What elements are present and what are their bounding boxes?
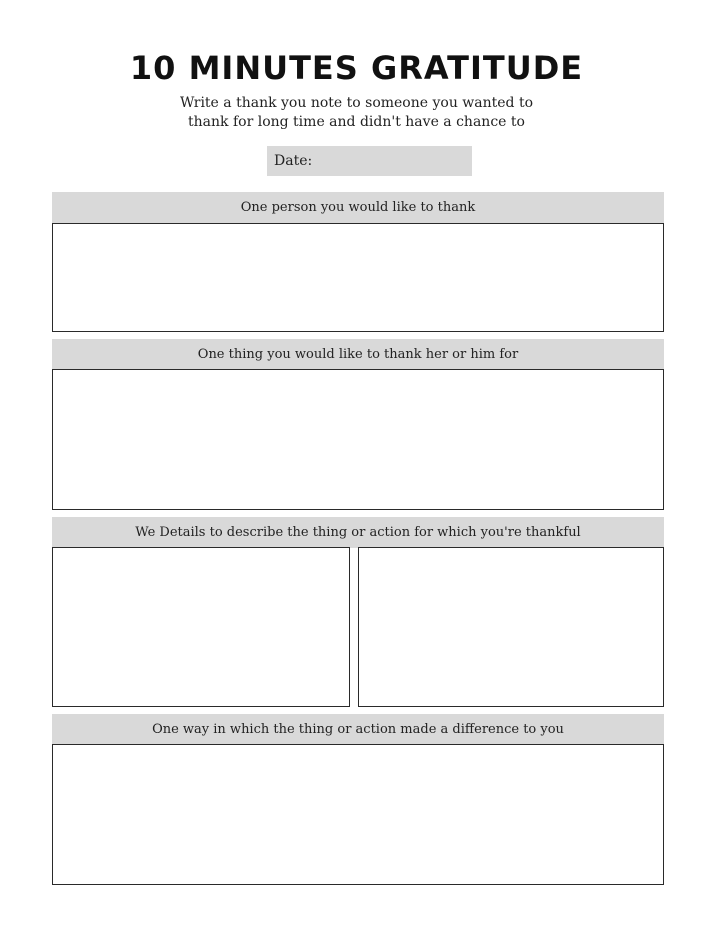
date-field[interactable] (267, 146, 472, 176)
date-label: Date: (274, 153, 313, 169)
writing-box-person[interactable] (52, 223, 664, 332)
page-title: 10 MINUTES GRATITUDE (129, 49, 584, 87)
subtitle-line-1: Write a thank you note to someone you wanted to (179, 95, 534, 111)
writing-box-thing[interactable] (52, 369, 664, 510)
writing-box-details-left[interactable] (52, 547, 350, 707)
section-header-thing: One thing you would like to thank her or him for (52, 339, 664, 370)
section-header-person: One person you would like to thank (52, 192, 664, 223)
section-header-difference: One way in which the thing or action made a difference to you (52, 714, 664, 745)
subtitle-line-2: thank for long time and didn't have a chance to (188, 114, 525, 130)
writing-box-details-right[interactable] (358, 547, 664, 707)
writing-box-difference[interactable] (52, 744, 664, 885)
section-header-details: We Details to describe the thing or action for which you're thankful (52, 517, 664, 548)
